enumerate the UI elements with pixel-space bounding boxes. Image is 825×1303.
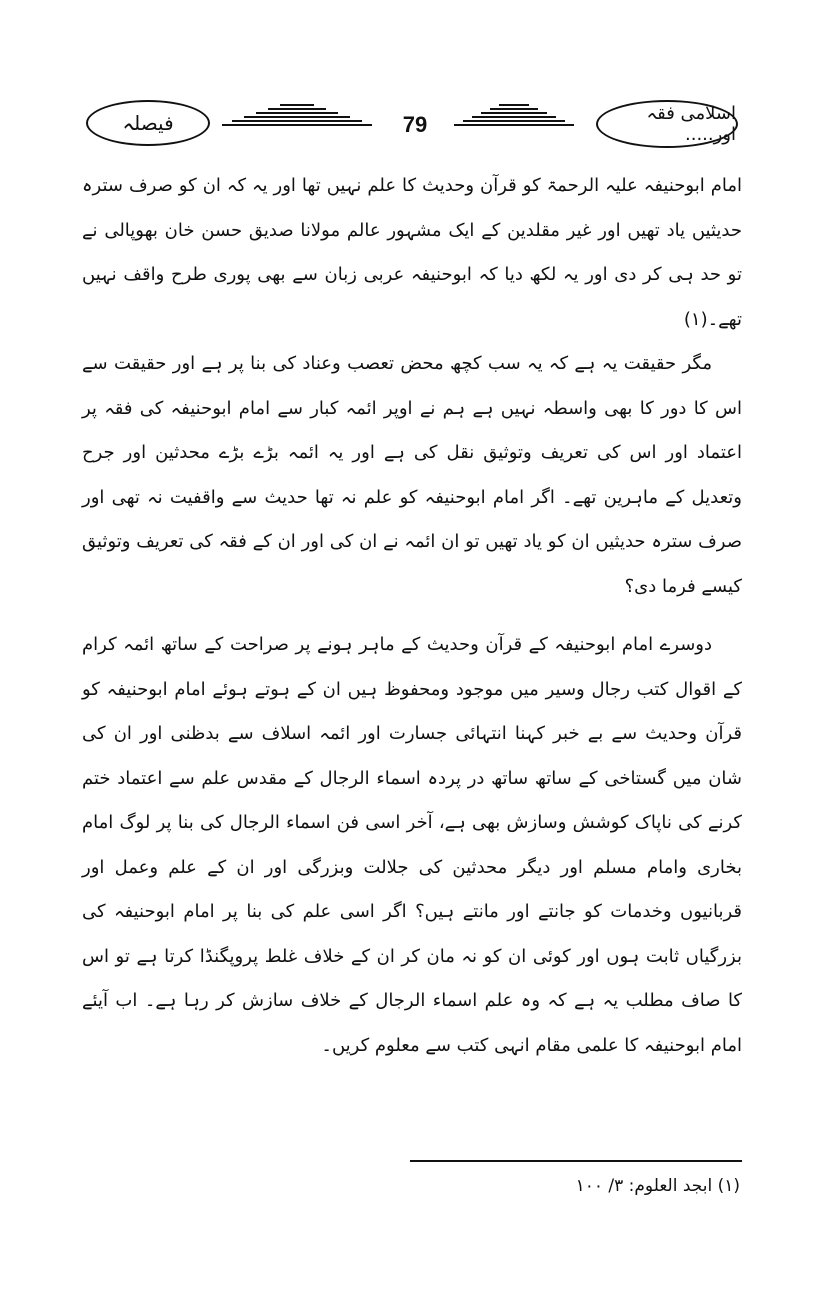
page-body (82, 164, 742, 1068)
chapter-title-label: فیصلہ (122, 111, 174, 135)
footnote: (۱) ابجد العلوم: ۳/ ۱۰۰ (575, 1176, 740, 1196)
page-number: 79 (402, 112, 428, 137)
page-header (0, 0, 825, 160)
paragraph-2: مگر حقیقت یہ ہے کہ یہ سب کچھ محض تعصب وعناد کی بنا پر ہے اور حقیقت سے اس کا دور کا بھی واسطہ نہیں ہے ہم نے اوپر ائمہ کبار سے امام ابوحنیفہ کی فقہ پر اعتماد اور اس کی تعریف وتوثیق نقل کی ہے اور یہ ائمہ بڑے بڑے محدثین اور جرح وتعدیل کے ماہرین تھے۔ اگر امام ابوحنیفہ کو علم نہ تھا حدیث سے واقفیت نہ تھی اور صرف سترہ حدیثیں ان کو یاد تھیں تو ان ائمہ نے ان کی اور ان کے فقہ کی تعریف وتوثیق کیسے فرما دی؟ (82, 353, 742, 597)
paragraph-3: دوسرے امام ابوحنیفہ کے قرآن وحدیث کے ماہر ہونے پر صراحت کے ساتھ ائمہ کرام کے اقوال کتب رجال وسیر میں موجود ومحفوظ ہیں ان کے ہوتے ہوئے امام ابوحنیفہ کو قرآن وحدیث سے بے خبر کہنا انتہائی جسارت اور ائمہ اسلاف سے بدظنی اور ان کی شان میں گستاخی کے ساتھ ساتھ در پردہ اسماء الرجال کے مقدس علم سے اعتماد ختم کرنے کی ناپاک کوشش وسازش بھی ہے، آخر اسی فن اسماء الرجال کی بنا پر لوگ امام بخاری وامام مسلم اور دیگر محدثین کی جلالت وبزرگی اور ان کے علم وعمل اور قربانیوں وخدمات کو جانتے اور مانتے ہیں؟ اگر اسی علم کی بنا پر امام ابوحنیفہ کی بزرگیاں ثابت ہوں اور کوئی ان کو نہ مان کر ان کے خلاف غلط پروپگنڈا کرتا ہے تو اس کا صاف مطلب یہ ہے کہ وہ علم اسماء الرجال کے خلاف سازش کر رہا ہے۔ اب آیئے امام ابوحنیفہ کا علمی مقام انہی کتب سے معلوم کریں۔ (82, 634, 742, 1056)
header-ornament-left (222, 104, 372, 128)
header-ornament-right (454, 104, 574, 128)
book-title-badge (596, 100, 738, 148)
book-title-label: اسلامی فقہ اور..... (646, 103, 736, 145)
paragraph-1: امام ابوحنیفہ علیہ الرحمۃ کو قرآن وحدیث کا علم نہیں تھا اور یہ کہ ان کو صرف سترہ حدیثیں یاد تھیں اور غیر مقلدین کے ایک مشہور عالم مولانا صدیق حسن خان بھوپالی نے تو حد ہی کر دی اور یہ لکھ دیا کہ ابوحنیفہ عربی زبان سے بھی پوری طرح واقف نہیں تھے۔(۱) (82, 175, 742, 330)
footnote-divider (410, 1160, 742, 1162)
chapter-title-badge (86, 100, 210, 146)
